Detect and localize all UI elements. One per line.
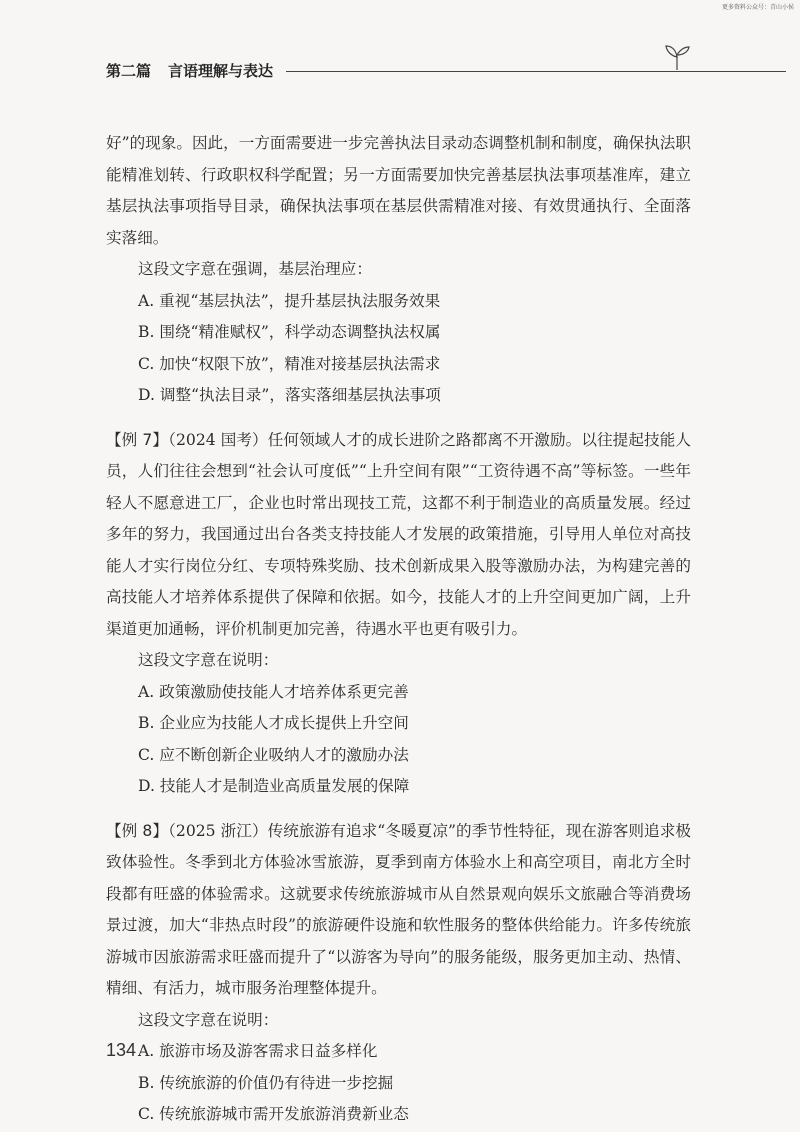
example7-option-c: C. 应不断创新企业吸纳人才的激励办法 [138,745,409,764]
section-title: 言语理解与表达 [168,62,274,80]
example8-source: （2025 浙江） [168,821,268,840]
example7-option-d: D. 技能人才是制造业高质量发展的保障 [138,777,410,795]
example8-section [106,816,691,1131]
example8-label: 【例 8】 [106,821,169,840]
example8-option-a: A. 旅游市场及游客需求日益多样化 [138,1042,378,1060]
chapter-label: 第二篇 [106,62,152,80]
example7-option-b: B. 企业应为技能人才成长提供上升空间 [138,714,409,732]
block1-option-d: D. 调整“执法目录”，落实落细基层执法事项 [138,386,441,404]
page-header [106,56,706,86]
sprout-icon [662,42,692,72]
example7-label: 【例 7】 [106,430,169,449]
watermark-text: 更多资料公众号：青山小侯 [721,4,794,11]
example8-question: 这段文字意在说明： [138,1010,279,1029]
page-number: 134 [106,1040,137,1060]
page-content [106,128,691,1131]
block1-paragraph: 好”的现象。因此，一方面需要进一步完善执法目录动态调整机制和制度，确保执法职能精准划转、行政职权科学配置；另一方面需要加快完善基层执法事项基准库，建立基层执法事项指导目录，确保执法事项在基层供需精准对接、有效贯通执行、全面落实落细。 [106,134,691,247]
block1-option-b: B. 围绕“精准赋权”，科学动态调整执法权属 [138,323,441,341]
example7-source: （2024 国考） [168,430,268,449]
example8-option-c: C. 传统旅游城市需开发旅游消费新业态 [138,1105,409,1123]
example7-option-a: A. 政策激励使技能人才培养体系更完善 [138,682,409,701]
example8-option-b: B. 传统旅游的价值仍有待进一步挖掘 [138,1073,394,1092]
block1-section [106,128,691,412]
block1-option-c: C. 加快“权限下放”，精准对接基层执法需求 [138,354,441,373]
block1-question: 这段文字意在强调，基层治理应： [138,260,372,278]
example7-paragraph [106,425,691,646]
block1-option-a: A. 重视“基层执法”，提升基层执法服务效果 [138,291,441,310]
example7-question: 这段文字意在说明： [138,651,279,669]
example8-paragraph [106,816,691,1005]
example7-section [106,425,691,803]
header-divider [286,71,786,72]
example7-text: 任何领域人才的成长进阶之路都离不开激励。以往提起技能人员，人们往往会想到“社会认可度低”“上升空间有限”“工资待遇不高”等标签。一些年轻人不愿意进工厂，企业也时常出现技工荒，这都不利于制造业的高质量发展。经过多年的努力，我国通过出台各类支持技能人才发展的政策措施，引导用人单位对高技能人才实行岗位分红、专项特殊奖励、技术创新成果入股等激励办法，为构建完善的高技能人才培养体系提供了保障和依据。如今，技能人才的上升空间更加广阔，上升渠道更加通畅，评价机制更加完善，待遇水平也更有吸引力。 [106,430,691,638]
example8-text: 传统旅游有追求“冬暖夏凉”的季节性特征，现在游客则追求极致体验性。冬季到北方体验冰雪旅游，夏季到南方体验水上和高空项目，南北方全时段都有旺盛的体验需求。这就要求传统旅游城市从自然景观向娱乐文旅融合等消费场景过渡，加大“非热点时段”的旅游硬件设施和软性服务的整体供给能力。许多传统旅游城市因旅游需求旺盛而提升了“以游客为导向”的服务能级，服务更加主动、热情、精细、有活力，城市服务治理整体提升。 [106,821,691,997]
